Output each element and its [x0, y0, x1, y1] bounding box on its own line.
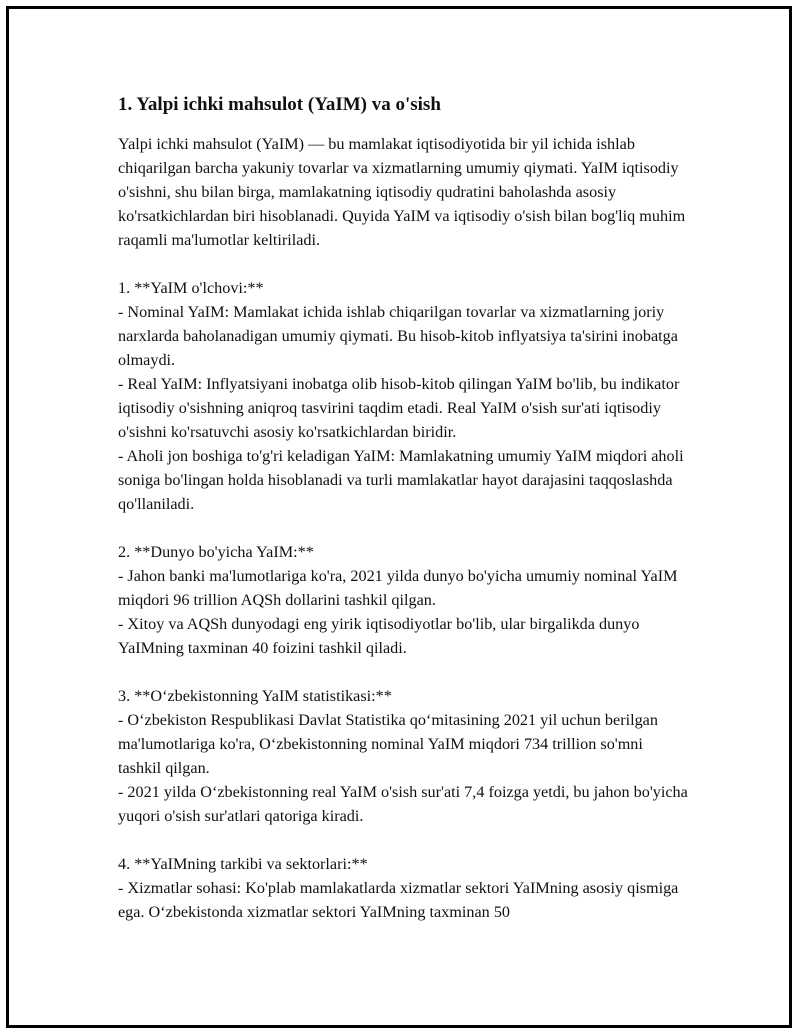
gdp-measurement-section: 1. **YaIM o'lchovi:** - Nominal YaIM: Mamlakat ichida ishlab chiqarilgan tovarlar va xizmatlarning joriy narxlarda baholanadigan umumiy qiymati. Bu hisob-kitob inflyatsiya ta'sirini inobatga olmaydi. - Real YaIM: Inflyatsiyani inobatga olib hisob-kitob qilingan YaIM bo'lib, bu indikator iqtisodiy o'sishning aniqroq tasvirini taqdim etadi. Real YaIM o'sish sur'ati iqtisodiy o'sishni ko'rsatuvchi asosiy ko'rsatkichlardan biridir. - Aholi jon boshiga to'g'ri keladigan YaIM: Mamlakatning umumiy YaIM miqdori aholi soniga bo'lingan holda hisoblanadi va turli mamlakatlar hayot darajasini taqqoslashda qo'llaniladi. — [118, 279, 684, 513]
world-gdp-section: 2. **Dunyo bo'yicha YaIM:** - Jahon banki ma'lumotlariga ko'ra, 2021 yilda dunyo bo'yicha umumiy nominal YaIM miqdori 96 trillion AQSh dollarini tashkil qilgan. - Xitoy va AQSh dunyodagi eng yirik iqtisodiyotlar bo'lib, ular birgalikda dunyo YaIMning taxminan 40 foizini tashkil qiladi. — [118, 543, 678, 657]
gdp-structure-section: 4. **YaIMning tarkibi va sektorlari:** - Xizmatlar sohasi: Ko'plab mamlakatlarda xizmatlar sektori YaIMning asosiy qismiga ega. O‘zbekistonda xizmatlar sektori YaIMning taxminan 50 — [118, 855, 679, 921]
document-body — [118, 92, 688, 924]
section-heading: 1. Yalpi ichki mahsulot (YaIM) va o'sish — [118, 94, 441, 115]
intro-paragraph: Yalpi ichki mahsulot (YaIM) — bu mamlakat iqtisodiyotida bir yil ichida ishlab chiqarilgan barcha yakuniy tovarlar va xizmatlarning umumiy qiymati. YaIM iqtisodiy o'sishni, shu bilan birga, mamlakatning iqtisodiy qudratini baholashda asosiy ko'rsatkichlardan biri hisoblanadi. Quyida YaIM va iqtisodiy o'sish bilan bog'liq muhim raqamli ma'lumotlar keltiriladi. — [118, 135, 686, 249]
uzbekistan-gdp-section: 3. **O‘zbekistonning YaIM statistikasi:** - O‘zbekiston Respublikasi Davlat Statistika qo‘mitasining 2021 yil uchun berilgan ma'lumotlariga ko'ra, O‘zbekistonning nominal YaIM miqdori 734 trillion so'mni tashkil qilgan. - 2021 yilda O‘zbekistonning real YaIM o'sish sur'ati 7,4 foizga yetdi, bu jahon bo'yicha yuqori o'sish sur'atlari qatoriga kiradi. — [118, 687, 688, 825]
